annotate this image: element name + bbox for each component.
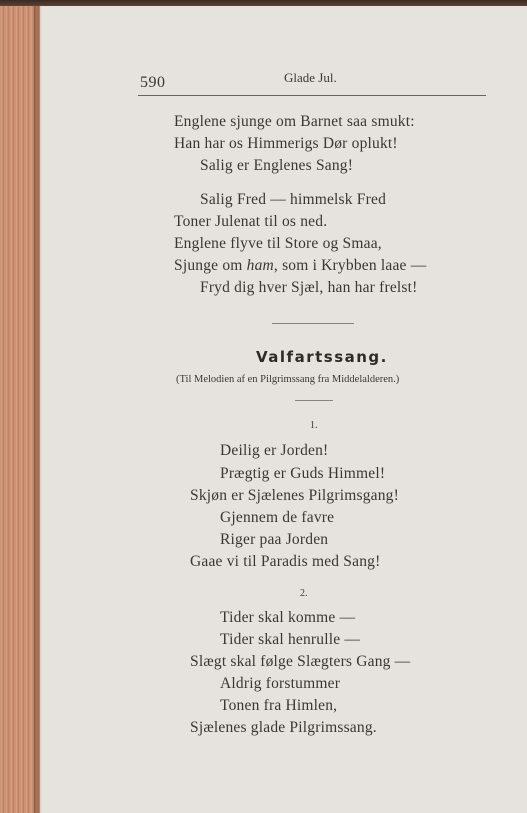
stanza-line: Slægt skal følge Slægters Gang — (190, 653, 411, 670)
stanza-line: Riger paa Jorden (220, 531, 329, 548)
poem-line (174, 257, 426, 275)
stanza-line: Aldrig forstummer (220, 675, 341, 692)
stanza-number: 2. (300, 588, 308, 599)
section-separator (272, 323, 354, 324)
poem-line: Han har os Himmerigs Dør oplukt! (174, 135, 398, 152)
title-rule (295, 400, 333, 401)
stanza-line: Tider skal komme — (220, 609, 356, 626)
poem-line-emphasis: ham (246, 257, 274, 274)
stanza-line: Tider skal henrulle — (220, 631, 361, 648)
stanza-line: Skjøn er Sjælenes Pilgrimsgang! (190, 487, 399, 504)
stanza-line: Gaae vi til Paradis med Sang! (190, 553, 381, 570)
section-subtitle: (Til Melodien af en Pilgrimssang fra Middelalderen.) (176, 374, 400, 385)
poem-line: Fryd dig hver Sjæl, han har frelst! (200, 279, 418, 296)
header-rule (138, 95, 486, 96)
page-number: 590 (140, 74, 166, 91)
running-title: Glade Jul. (284, 70, 337, 85)
stanza-line: Prægtig er Guds Himmel! (220, 465, 386, 482)
stanza-number: 1. (310, 420, 318, 431)
stanza-line: Deilig er Jorden! (220, 442, 329, 459)
poem-line: Englene flyve til Store og Smaa, (174, 235, 382, 252)
section-title: Valfartssang. (256, 348, 388, 366)
stanza-line: Gjennem de favre (220, 509, 335, 526)
poem-line-text: Sjunge om (174, 257, 247, 274)
stanza-line: Tonen fra Himlen, (220, 697, 338, 714)
poem-line: Toner Julenat til os ned. (174, 213, 328, 230)
gutter-shadow (34, 6, 42, 813)
poem-line: Salig Fred — himmelsk Fred (200, 191, 387, 208)
poem-line-text: , som i Krybben laae — (273, 257, 427, 274)
poem-line: Salig er Englenes Sang! (200, 157, 354, 174)
stanza-line: Sjælenes glade Pilgrimssang. (190, 719, 377, 736)
poem-line: Englene sjunge om Barnet saa smukt: (174, 113, 415, 130)
